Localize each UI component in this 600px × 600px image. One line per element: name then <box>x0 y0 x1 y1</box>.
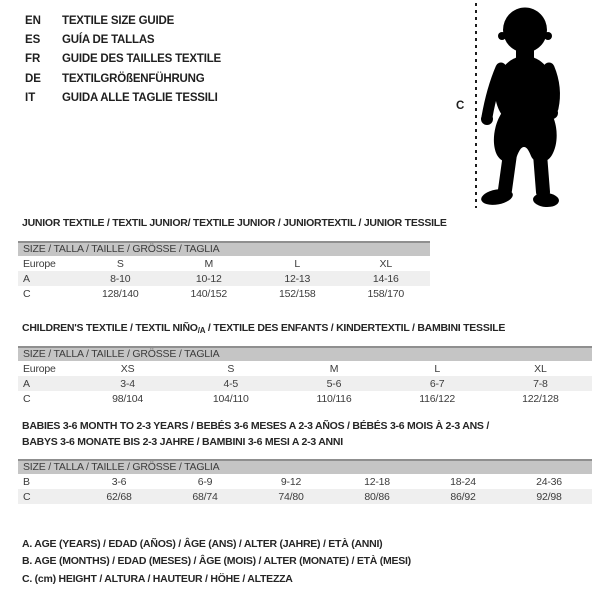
babies-title-line1: BABIES 3-6 MONTH TO 2-3 YEARS / BEBÉS 3-6 MESES A 2-3 AÑOS / BÉBÉS 3-6 MOIS À 2-3 ANS / <box>22 420 490 432</box>
value-cell: 12-18 <box>364 475 390 488</box>
value-cell: S <box>116 257 124 270</box>
height-measure-label: C <box>456 100 465 112</box>
value-cell: 140/152 <box>190 287 228 300</box>
language-title: GUÍA DE TALLAS <box>62 34 155 47</box>
table-row <box>18 376 592 391</box>
value-cell: 12-13 <box>253 271 342 286</box>
value-cell: 6-9 <box>197 475 213 488</box>
babies-size-table <box>18 459 592 504</box>
value-cell: 110/116 <box>316 392 352 405</box>
value-cell: 24-36 <box>536 475 562 488</box>
size-header-bar: SIZE / TALLA / TAILLE / GRÖSSE / TAGLIA <box>18 459 592 474</box>
footnote-line: A. AGE (YEARS) / EDAD (AÑOS) / ÂGE (ANS) / ALTER (JAHRE) / ETÀ (ANNI) <box>22 538 383 550</box>
row-label-cell: A <box>18 271 76 286</box>
value-cell: XL <box>534 362 547 375</box>
value-cell: 6-7 <box>386 376 489 391</box>
row-label-cell: Europe <box>23 257 56 270</box>
language-row <box>25 50 221 69</box>
value-cell: 9-12 <box>280 475 302 488</box>
footnote-line: C. (cm) HEIGHT / ALTURA / HAUTEUR / HÖHE / ALTEZZA <box>22 572 293 585</box>
value-cell: 14-16 <box>342 271 431 286</box>
value-cell: 68/74 <box>162 489 248 504</box>
table-row <box>18 489 592 504</box>
value-cell: S <box>227 362 235 375</box>
table-row <box>18 271 430 286</box>
row-label-cell: C <box>23 287 31 300</box>
language-title: GUIDA ALLE TAGLIE TESSILI <box>62 91 218 104</box>
value-cell: 122/128 <box>522 392 559 405</box>
value-cell: 18-24 <box>450 475 476 488</box>
value-cell: 62/68 <box>76 489 162 504</box>
junior-size-table <box>18 241 430 301</box>
value-cell: XL <box>379 257 392 270</box>
language-row <box>25 12 221 31</box>
language-row <box>25 31 221 50</box>
value-cell: 92/98 <box>506 489 592 504</box>
value-cell: 10-12 <box>165 271 254 286</box>
table-row <box>18 391 592 406</box>
children-size-table <box>18 346 592 406</box>
row-label-cell: C <box>23 392 31 405</box>
children-title-pre: CHILDREN'S TEXTILE / TEXTIL NIÑO <box>22 322 198 334</box>
children-title-sub: /A <box>197 326 206 335</box>
language-row <box>25 89 221 108</box>
table-row <box>18 474 592 489</box>
footnotes <box>22 536 411 588</box>
row-label-cell: Europe <box>23 362 56 375</box>
language-title: TEXTILGRÖßENFÜHRUNG <box>62 72 205 85</box>
value-cell: M <box>204 257 214 270</box>
language-list <box>25 12 221 108</box>
value-cell: 158/170 <box>367 287 405 300</box>
value-cell: 74/80 <box>248 489 334 504</box>
language-code: IT <box>25 91 36 104</box>
value-cell: L <box>294 257 301 270</box>
row-label-cell: B <box>23 475 30 488</box>
value-cell: 98/104 <box>112 392 144 405</box>
row-label-cell: C <box>18 489 76 504</box>
language-code: EN <box>25 15 41 27</box>
children-table-title <box>22 322 505 334</box>
size-header-bar: SIZE / TALLA / TAILLE / GRÖSSE / TAGLIA <box>18 346 592 361</box>
value-cell: M <box>329 362 339 375</box>
language-title: GUIDE DES TAILLES TEXTILE <box>62 53 221 66</box>
value-cell: L <box>434 362 440 375</box>
value-cell: 152/158 <box>278 287 316 300</box>
size-header-bar: SIZE / TALLA / TAILLE / GRÖSSE / TAGLIA <box>18 241 430 256</box>
value-cell: 7-8 <box>489 376 592 391</box>
children-title-post: / TEXTILE DES ENFANTS / KINDERTEXTIL / BAMBINI TESSILE <box>205 322 506 334</box>
baby-silhouette-icon <box>477 5 569 208</box>
value-cell: 116/122 <box>419 392 456 405</box>
babies-table-title <box>22 419 489 450</box>
junior-table-title: JUNIOR TEXTILE / TEXTIL JUNIOR/ TEXTILE JUNIOR / JUNIORTEXTIL / JUNIOR TESSILE <box>22 217 447 229</box>
value-cell: 5-6 <box>282 376 385 391</box>
table-row <box>18 286 430 301</box>
language-row <box>25 70 221 89</box>
value-cell: 80/86 <box>334 489 420 504</box>
row-label-cell: A <box>18 376 76 391</box>
value-cell: 8-10 <box>76 271 165 286</box>
value-cell: 3-4 <box>76 376 179 391</box>
value-cell: 128/140 <box>101 287 139 300</box>
value-cell: XS <box>120 362 135 375</box>
footnote-line: B. AGE (MONTHS) / EDAD (MESES) / ÂGE (MOIS) / ALTER (MONATE) / ETÀ (MESI) <box>22 555 411 568</box>
value-cell: 4-5 <box>179 376 282 391</box>
language-code: FR <box>25 53 41 66</box>
value-cell: 86/92 <box>420 489 506 504</box>
language-code: DE <box>25 72 41 85</box>
language-title: TEXTILE SIZE GUIDE <box>62 15 175 27</box>
language-code: ES <box>25 34 41 47</box>
value-cell: 3-6 <box>111 475 127 488</box>
value-cell: 104/110 <box>212 392 249 405</box>
table-row <box>18 361 592 376</box>
table-row <box>18 256 430 271</box>
babies-title-line2: BABYS 3-6 MONATE BIS 2-3 JAHRE / BAMBINI 3-6 MESI A 2-3 ANNI <box>22 435 343 448</box>
